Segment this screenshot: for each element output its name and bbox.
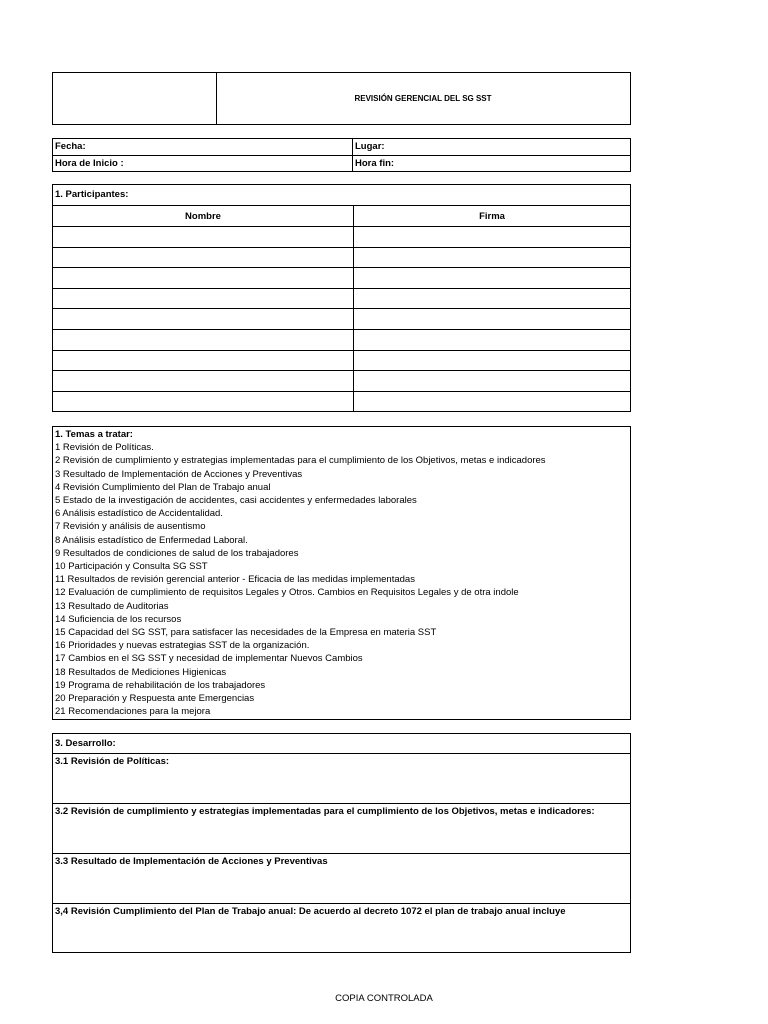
list-item: 13 Resultado de Auditorias: [55, 600, 169, 612]
signature-cell[interactable]: [354, 391, 631, 411]
name-cell[interactable]: [53, 288, 354, 309]
list-item: 1 Revisión de Políticas.: [55, 442, 154, 454]
document-title: REVISIÓN GERENCIAL DEL SG SST: [354, 94, 492, 103]
info-row: [53, 139, 630, 156]
list-item: 18 Resultados de Mediciones Higienicas: [55, 666, 227, 678]
signature-cell[interactable]: [354, 288, 631, 309]
info-row: [53, 156, 630, 172]
document-header: [52, 72, 631, 125]
list-item: 4 Revisión Cumplimiento del Plan de Trabajo anual: [55, 481, 271, 493]
list-item: 6 Análisis estadístico de Accidentalidad.: [55, 508, 223, 520]
hora-inicio-label[interactable]: Hora de Inicio :: [53, 156, 353, 172]
list-item: 7 Revisión y análisis de ausentismo: [55, 521, 206, 533]
development-subsection[interactable]: 3.1 Revisión de Políticas:: [53, 754, 630, 804]
signature-cell[interactable]: [354, 329, 631, 350]
signature-cell[interactable]: [354, 350, 631, 371]
development-subsection[interactable]: 3.3 Resultado de Implementación de Acciones y Preventivas: [53, 854, 630, 904]
list-item: 21 Recomendaciones para la mejora: [55, 706, 211, 718]
list-item: 19 Programa de rehabilitación de los trabajadores: [55, 679, 266, 691]
hora-fin-label[interactable]: Hora fin:: [355, 158, 395, 169]
participants-section: [52, 184, 631, 412]
meeting-info-table: [52, 138, 631, 172]
footer-label: COPIA CONTROLADA: [335, 993, 433, 1004]
name-cell[interactable]: [53, 329, 354, 350]
lugar-label[interactable]: Lugar:: [355, 141, 385, 152]
participants-table: [53, 206, 630, 411]
name-cell[interactable]: [53, 350, 354, 371]
logo-cell: [53, 73, 217, 124]
list-item: 15 Capacidad del SG SST, para satisfacer las necesidades de la Empresa en materia SST: [55, 627, 437, 639]
name-cell[interactable]: [53, 371, 354, 392]
list-item: 16 Prioridades y nuevas estrategias SST de la organización.: [55, 640, 310, 652]
development-section: [52, 733, 631, 953]
list-item: 10 Participación y Consulta SG SST: [55, 561, 208, 573]
table-row: [53, 309, 630, 330]
name-cell[interactable]: [53, 268, 354, 289]
list-item: 17 Cambios en el SG SST y necesidad de implementar Nuevos Cambios: [55, 653, 363, 665]
development-subsection[interactable]: 3.2 Revisión de cumplimiento y estrategias implementadas para el cumplimiento de los Objetivos, metas e indicadores:: [53, 804, 630, 854]
table-row: [53, 371, 630, 392]
signature-cell[interactable]: [354, 247, 631, 268]
signature-cell[interactable]: [354, 309, 631, 330]
topics-title: 1. Temas a tratar:: [55, 429, 133, 440]
signature-cell[interactable]: [354, 268, 631, 289]
name-cell[interactable]: [53, 227, 354, 248]
table-row: [53, 247, 630, 268]
list-item: 12 Evaluación de cumplimiento de requisitos Legales y Otros. Cambios en Requisitos Legales y de otra indole: [55, 587, 519, 599]
signature-cell[interactable]: [354, 227, 631, 248]
list-item: 3 Resultado de Implementación de Acciones y Preventivas: [55, 468, 303, 480]
list-item: 2 Revisión de cumplimiento y estrategias implementadas para el cumplimiento de los Objetivos, metas e indicadores: [55, 455, 546, 467]
name-cell[interactable]: [53, 391, 354, 411]
list-item: 14 Suficiencia de los recursos: [55, 613, 182, 625]
list-item: 8 Análisis estadístico de Enfermedad Laboral.: [55, 534, 248, 546]
name-cell[interactable]: [53, 247, 354, 268]
table-row: [53, 227, 630, 248]
table-row: [53, 288, 630, 309]
list-item: 20 Preparación y Respuesta ante Emergencias: [55, 693, 255, 705]
participants-title: 1. Participantes:: [53, 185, 630, 206]
table-row: [53, 391, 630, 411]
table-row: [53, 350, 630, 371]
signature-cell[interactable]: [354, 371, 631, 392]
fecha-label[interactable]: Fecha:: [53, 139, 353, 155]
column-header-nombre: Nombre: [53, 206, 354, 227]
list-item: 11 Resultados de revisión gerencial anterior - Eficacia de las medidas implementadas: [55, 574, 415, 586]
development-subsection[interactable]: 3,4 Revisión Cumplimiento del Plan de Trabajo anual: De acuerdo al decreto 1072 el plan de trabajo anual incluye: [55, 906, 566, 917]
development-title: 3. Desarrollo:: [53, 734, 630, 754]
list-item: 5 Estado de la investigación de accidentes, casi accidentes y enfermedades laborales: [55, 495, 417, 507]
column-header-firma: Firma: [354, 206, 631, 227]
list-item: 9 Resultados de condiciones de salud de los trabajadores: [55, 547, 299, 559]
table-row: [53, 268, 630, 289]
table-row: [53, 329, 630, 350]
topics-section: [52, 426, 631, 720]
name-cell[interactable]: [53, 309, 354, 330]
